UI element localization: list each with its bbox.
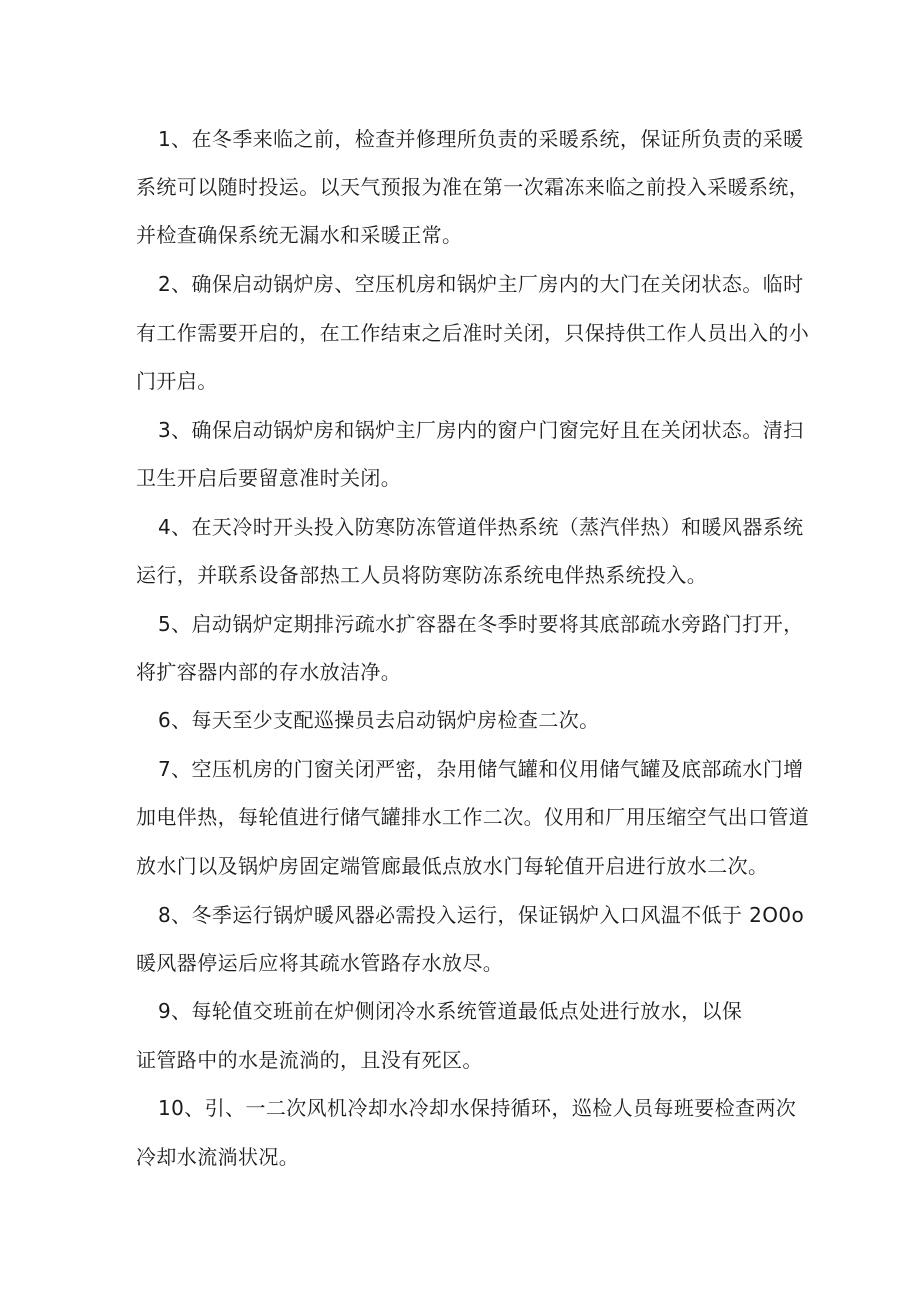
text-line: 暖风器停运后应将其疏水管路存水放尽。 [136, 951, 504, 975]
text-line: 4、在天冷时开头投入防寒防冻管道伴热系统（蒸汽伴热）和暖风器系统 [158, 515, 804, 539]
text-line: 并检查确保系统无漏水和采暖正常。 [136, 223, 463, 247]
text-line: 9、每轮值交班前在炉侧闭冷水系统管道最低点处进行放水，以保 [158, 999, 743, 1023]
text-line: 卫生开启后要留意准时关闭。 [136, 466, 402, 490]
text-line: 3、确保启动锅炉房和锅炉主厂房内的窗户门窗完好且在关闭状态。清扫 [158, 418, 804, 442]
text-line: 放水门以及锅炉房固定端管廊最低点放水门每轮值开启进行放水二次。 [136, 854, 769, 878]
text-line: 证管路中的水是流淌的，且没有死区。 [136, 1048, 483, 1072]
text-line: 将扩容器内部的存水放洁净。 [136, 660, 402, 684]
text-line: 运行，并联系设备部热工人员将防寒防冻系统电伴热系统投入。 [136, 563, 708, 587]
text-line: 系统可以随时投运。以天气预报为准在第一次霜冻来临之前投入采暖系统， [136, 175, 810, 199]
text-line: 6、每天至少支配巡操员去启动锅炉房检查二次。 [158, 708, 600, 732]
text-line: 8、冬季运行锅炉暖风器必需投入运行，保证锅炉入口风温不低于 2O0o [158, 903, 805, 927]
text-line: 冷却水流淌状况。 [136, 1145, 300, 1169]
text-line: 门开启。 [136, 369, 218, 393]
text-line: 加电伴热，每轮值进行储气罐排水工作二次。仪用和厂用压缩空气出口管道 [136, 805, 810, 829]
text-line: 7、空压机房的门窗关闭严密，杂用储气罐和仪用储气罐及底部疏水门增 [158, 757, 804, 781]
text-line: 有工作需要开启的，在工作结束之后准时关闭，只保持供工作人员出入的小 [136, 321, 810, 345]
text-line: 5、启动锅炉定期排污疏水扩容器在冬季时要将其底部疏水旁路门打开， [158, 612, 804, 636]
text-line: 10、引、一二次风机冷却水冷却水保持循环，巡检人员每班要检查两次 [158, 1096, 797, 1120]
text-line: 2、确保启动锅炉房、空压机房和锅炉主厂房内的大门在关闭状态。临时 [158, 272, 804, 296]
text-line: 1、在冬季来临之前，检查并修理所负责的采暖系统，保证所负责的采暖 [158, 127, 804, 151]
